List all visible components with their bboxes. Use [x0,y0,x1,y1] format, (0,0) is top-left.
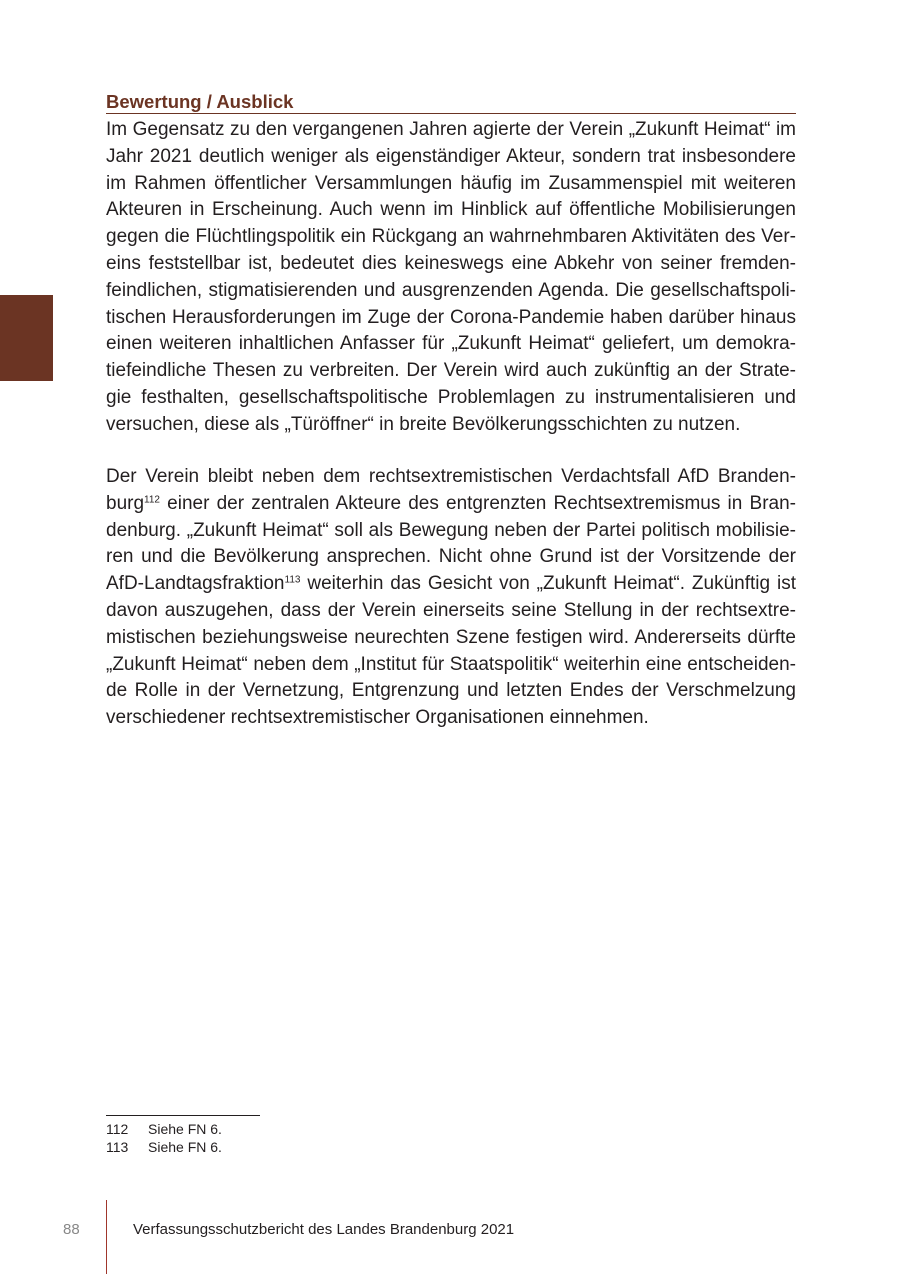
text-line: versuchen, diese als „Türöffner“ in breite Bevölkerungsschichten zu nutzen. [106,413,741,435]
paragraph-1 [106,117,796,439]
text-line: verschiedener rechtsextremistischer Organisationen einnehmen. [106,707,649,729]
text-line: Der Verein bleibt neben dem rechtsextremistischen Verdachtsfall AfD Branden- [106,466,796,487]
text-line: gegen die Flüchtlingspolitik ein Rückgang an wahrnehmbaren Aktivitäten des Ver- [106,226,796,248]
text-line: de Rolle in der Vernetzung, Entgrenzung und letzten Endes der Verschmelzung [106,680,796,702]
text-fragment: AfD-Landtagsfraktion [106,573,285,595]
footnote-113 [106,1138,222,1156]
paragraph-2 [106,464,796,732]
section-heading: Bewertung / Ausblick [106,91,796,114]
footnote-number: 113 [106,1139,129,1155]
footnote-separator [106,1115,260,1116]
chapter-side-tab [0,295,53,381]
text-line: davon auszugehen, dass der Verein einerseits seine Stellung in der rechtsextre- [106,599,796,621]
text-line: Jahr 2021 deutlich weniger als eigenständiger Akteur, sondern trat insbesondere [106,145,796,167]
text-line: tischen Herausforderungen im Zuge der Corona-Pandemie haben darüber hinaus [106,306,796,328]
text-line: Akteuren in Erscheinung. Auch wenn im Hinblick auf öffentliche Mobilisierungen [106,199,796,221]
text-line: mistischen beziehungsweise neurechten Szene festigen wird. Andererseits dürfte [106,626,796,648]
text-line: gie festhalten, gesellschaftspolitische Problemlagen zu instrumentalisieren und [106,386,796,408]
text-line-with-footnote-113 [106,571,796,598]
footer-title: Verfassungsschutzbericht des Landes Brandenburg 2021 [133,1221,515,1238]
text-line: denburg. „Zukunft Heimat“ soll als Bewegung neben der Partei politisch mobilisie- [106,519,796,541]
footnote-text: Siehe FN 6. [148,1121,222,1137]
text-fragment: einer der zentralen Akteure des entgrenzten Rechtsextremismus in Bran- [159,492,796,514]
page-number: 88 [63,1221,80,1238]
footnote-112 [106,1120,222,1138]
text-line: feindlichen, stigmatisierenden und ausgrenzenden Agenda. Die gesellschaftspoli- [106,279,796,301]
text-fragment: burg [106,492,145,514]
text-line: eins feststellbar ist, bedeutet dies keineswegs eine Abkehr von seiner fremden- [106,252,796,274]
footnote-reference-113[interactable]: 113 [284,574,301,586]
text-line: Im Gegensatz zu den vergangenen Jahren agierte der Verein „Zukunft Heimat“ im [106,119,796,140]
text-fragment: weiterhin das Gesicht von „Zukunft Heimat“. Zukünftig ist [300,573,796,595]
footnote-reference-112[interactable]: 112 [144,494,160,506]
text-line: „Zukunft Heimat“ neben dem „Institut für Staatspolitik“ weiterhin eine entscheiden- [106,653,796,675]
text-line: ren und die Bevölkerung ansprechen. Nicht ohne Grund ist der Vorsitzende der [106,546,796,568]
text-line: im Rahmen öffentlicher Versammlungen häufig im Zusammenspiel mit weiteren [106,172,796,194]
text-line-with-footnote-112 [106,491,796,518]
footer-divider [106,1200,107,1274]
text-line: einen weiteren inhaltlichen Anfasser für „Zukunft Heimat“ geliefert, um demokra- [106,333,796,355]
text-line: tiefeindliche Thesen zu verbreiten. Der Verein wird auch zukünftig an der Strate- [106,360,796,382]
footnote-text: Siehe FN 6. [148,1139,222,1155]
footnote-number: 112 [106,1121,129,1137]
